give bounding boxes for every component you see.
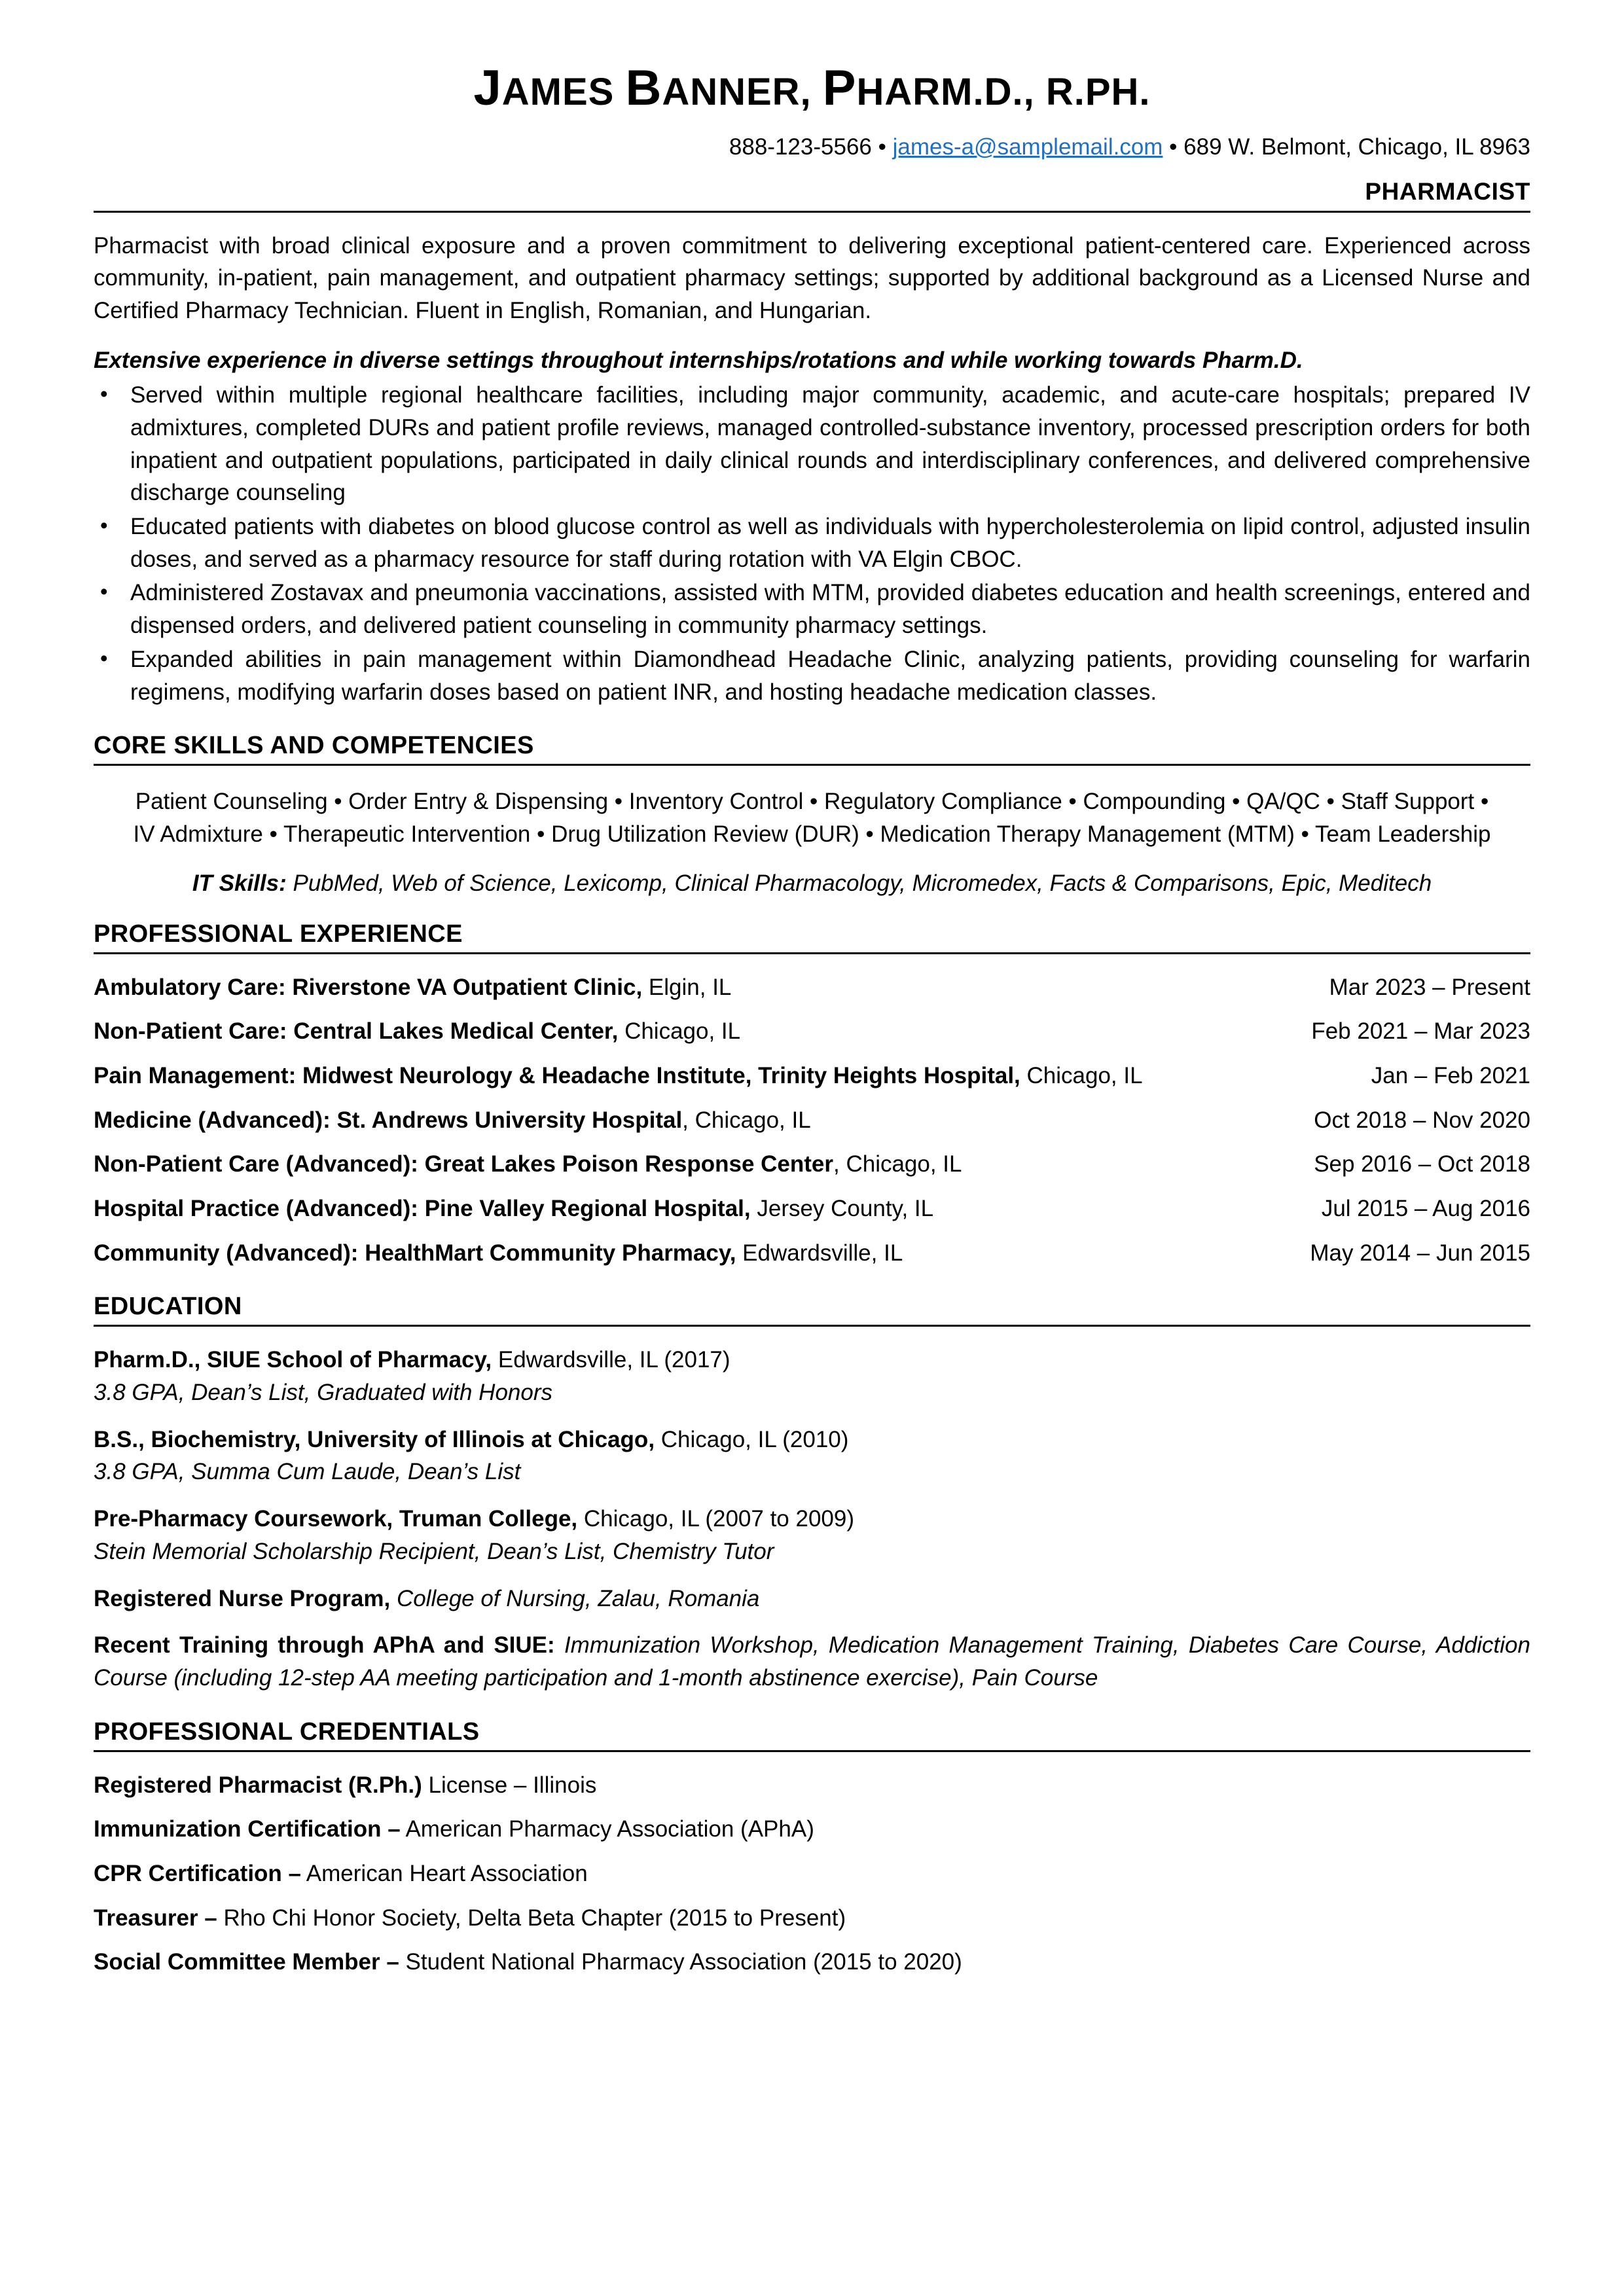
email-link[interactable]: james-a@samplemail.com [892, 134, 1163, 160]
list-item [94, 1769, 1530, 1802]
credential-label: Immunization Certification – [94, 1816, 401, 1842]
header-divider [94, 211, 1530, 213]
experience-title: Community (Advanced): HealthMart Community Pharmacy, [94, 1240, 736, 1266]
education-training-value: Immunization Workshop, Medication Management Training, Diabetes Care Course, Addiction Course (including 12-step AA meeting participation and 1-month abstinence exercise), Pain Course [94, 1632, 1530, 1691]
experience-title: Non-Patient Care: Central Lakes Medical Center, [94, 1018, 619, 1045]
table-row [94, 971, 1530, 1004]
core-skills-list: Patient Counseling • Order Entry & Dispensing • Inventory Control • Regulatory Compliance • Compounding • QA/QC • Staff Support • IV Admixture • Therapeutic Intervention • Drug Utilization Review (DUR) • Medication Therapy Management (MTM) • Team Leadership [133, 789, 1491, 847]
list-item [94, 1813, 1530, 1846]
experience-title: Hospital Practice (Advanced): Pine Valley Regional Hospital, [94, 1196, 751, 1222]
list-item [94, 1902, 1530, 1935]
experience-dates: Jul 2015 – Aug 2016 [1321, 1196, 1530, 1222]
professional-experience-divider [94, 952, 1530, 954]
experience-dates: Feb 2021 – Mar 2023 [1311, 1018, 1530, 1045]
credentials-list [94, 1769, 1530, 1979]
table-row [94, 1193, 1530, 1225]
experience-dates: May 2014 – Jun 2015 [1310, 1240, 1530, 1266]
experience-role [94, 1237, 1310, 1270]
list-item [94, 1857, 1530, 1890]
experience-location: Edwardsville, IL [736, 1240, 903, 1266]
experience-dates: Oct 2018 – Nov 2020 [1314, 1107, 1530, 1133]
list-item: • Administered Zostavax and pneumonia vaccinations, assisted with MTM, provided diabetes education and health screenings, entered and dispensed orders, and delivered patient counseling in community pharmacy settings. [94, 577, 1530, 641]
experience-title: Medicine (Advanced): St. Andrews University Hospital [94, 1107, 683, 1133]
candidate-name-text [473, 60, 1150, 116]
table-row [94, 1060, 1530, 1092]
education-training-label: Recent Training through APhA and SIUE: [94, 1632, 555, 1659]
professional-summary: Pharmacist with broad clinical exposure and a proven commitment to delivering exceptional patient-centered care. Experienced across community, in-patient, pain management, and outpatient pharmacy settings; supported by additional background as a Licensed Nurse and Certified Pharmacy Technician. Fluent in English, Romanian, and Hungarian. [94, 232, 1530, 323]
name-anner: ANNER, [662, 71, 823, 113]
list-item [94, 1629, 1530, 1694]
experience-location: Jersey County, IL [750, 1196, 934, 1222]
education-detail: Stein Memorial Scholarship Recipient, Dean’s List, Chemistry Tutor [94, 1538, 774, 1564]
section-heading-education: EDUCATION [94, 1293, 242, 1321]
credential-label: Social Committee Member – [94, 1949, 399, 1975]
list-item: • Educated patients with diabetes on blood glucose control as well as individuals with hypercholesterolemia on lipid control, adjusted insulin doses, and served as a pharmacy resource for staff during rotation with VA Elgin CBOC. [94, 511, 1530, 575]
experience-role [94, 1015, 1311, 1048]
list-item [94, 1424, 1530, 1488]
experience-location: Chicago, IL [618, 1018, 741, 1045]
list-item [94, 1503, 1530, 1568]
contact-line [94, 132, 1530, 162]
education-degree-line [94, 1424, 1530, 1456]
section-heading-core-skills: CORE SKILLS AND COMPETENCIES [94, 732, 534, 760]
education-school: Chicago, IL (2007 to 2009) [577, 1506, 855, 1532]
education-degree-line [94, 1344, 1530, 1376]
experience-role [94, 1104, 1314, 1137]
credential-label: CPR Certification – [94, 1860, 301, 1886]
experience-list [94, 971, 1530, 1270]
education-training-line [94, 1629, 1530, 1694]
list-item [94, 1344, 1530, 1408]
education-detail: 3.8 GPA, Summa Cum Laude, Dean’s List [94, 1459, 521, 1485]
it-skills-line [94, 870, 1530, 897]
experience-role [94, 1060, 1371, 1092]
experience-location: , Chicago, IL [682, 1107, 811, 1133]
experience-title: Ambulatory Care: Riverstone VA Outpatient Clinic, [94, 974, 643, 1000]
name-ames: AMES [501, 71, 626, 113]
credential-value: Rho Chi Honor Society, Delta Beta Chapter (2015 to Present) [217, 1905, 846, 1931]
credential-label: Registered Pharmacist (R.Ph.) [94, 1772, 422, 1798]
list-item: • Served within multiple regional healthcare facilities, including major community, academic, and acute-care hospitals; prepared IV admixtures, completed DURs and patient profile reviews, managed controlled-substance inventory, processed prescription orders for both inpatient and outpatient populations, participated in daily clinical rounds and interdisciplinary conferences, and delivered comprehensive discharge counseling [94, 379, 1530, 509]
list-item: • Expanded abilities in pain management within Diamondhead Headache Clinic, analyzing patients, providing counseling for warfarin regimens, modifying warfarin doses based on patient INR, and hosting headache medication classes. [94, 643, 1530, 708]
experience-title: Non-Patient Care (Advanced): Great Lakes Poison Response Center [94, 1151, 833, 1177]
contact-separator-2: • [1163, 134, 1184, 160]
credential-value: Student National Pharmacy Association (2015 to 2020) [399, 1949, 962, 1975]
experience-dates: Mar 2023 – Present [1329, 974, 1530, 1000]
name-h: H. [1111, 71, 1151, 113]
education-degree: Pre-Pharmacy Coursework, Truman College, [94, 1506, 578, 1532]
education-degree-line [94, 1503, 1530, 1535]
experience-role [94, 971, 1329, 1004]
credential-value: American Pharmacy Association (APhA) [400, 1816, 814, 1842]
section-heading-professional-credentials: PROFESSIONAL CREDENTIALS [94, 1717, 480, 1746]
list-item [94, 1946, 1530, 1979]
contact-separator-1: • [871, 134, 893, 160]
credential-value: American Heart Association [301, 1860, 588, 1886]
experience-role [94, 1193, 1322, 1225]
name-p: P [822, 60, 857, 116]
experience-location: Elgin, IL [642, 974, 732, 1000]
mailing-address: 689 W. Belmont, Chicago, IL 8963 [1183, 134, 1530, 160]
table-row [94, 1148, 1530, 1181]
credential-label: Treasurer – [94, 1905, 217, 1931]
table-row [94, 1015, 1530, 1048]
list-item [94, 1583, 1530, 1615]
education-degree-line [94, 1583, 1530, 1615]
education-degree: Pharm.D., SIUE School of Pharmacy, [94, 1347, 492, 1373]
experience-location: Chicago, IL [1020, 1062, 1143, 1088]
credential-value: License – Illinois [422, 1772, 597, 1798]
education-degree: B.S., Biochemistry, University of Illinois at Chicago, [94, 1426, 655, 1452]
experience-dates: Sep 2016 – Oct 2018 [1314, 1151, 1530, 1177]
experience-lead-in: Extensive experience in diverse settings throughout internships/rotations and while working towards Pharm.D. [94, 347, 1303, 373]
education-detail: 3.8 GPA, Dean’s List, Graduated with Honors [94, 1380, 553, 1406]
it-skills-label: IT Skills: [192, 870, 287, 896]
section-heading-professional-experience: PROFESSIONAL EXPERIENCE [94, 920, 463, 948]
professional-credentials-divider [94, 1750, 1530, 1752]
education-school: College of Nursing, Zalau, Romania [390, 1585, 760, 1611]
name-d-rp: .D., R.P [973, 71, 1111, 113]
it-skills-value: PubMed, Web of Science, Lexicomp, Clinical Pharmacology, Micromedex, Facts & Comparisons, Epic, Meditech [286, 870, 1432, 896]
experience-dates: Jan – Feb 2021 [1371, 1062, 1530, 1088]
name-b: B [625, 60, 662, 116]
education-school: Chicago, IL (2010) [655, 1426, 849, 1452]
name-harm: HARM [856, 71, 973, 113]
experience-role [94, 1148, 1314, 1181]
phone-number: 888-123-5566 [729, 134, 872, 160]
job-title: PHARMACIST [1365, 177, 1530, 205]
table-row [94, 1104, 1530, 1137]
core-skills-divider [94, 764, 1530, 766]
candidate-name [94, 62, 1530, 115]
summary-bullet-list [94, 379, 1530, 708]
name-j: J [473, 60, 502, 116]
education-school: Edwardsville, IL (2017) [492, 1347, 731, 1373]
experience-location: , Chicago, IL [833, 1151, 962, 1177]
education-list [94, 1344, 1530, 1694]
experience-title: Pain Management: Midwest Neurology & Headache Institute, Trinity Heights Hospital, [94, 1062, 1020, 1088]
education-divider [94, 1325, 1530, 1327]
education-degree: Registered Nurse Program, [94, 1585, 391, 1611]
table-row [94, 1237, 1530, 1270]
